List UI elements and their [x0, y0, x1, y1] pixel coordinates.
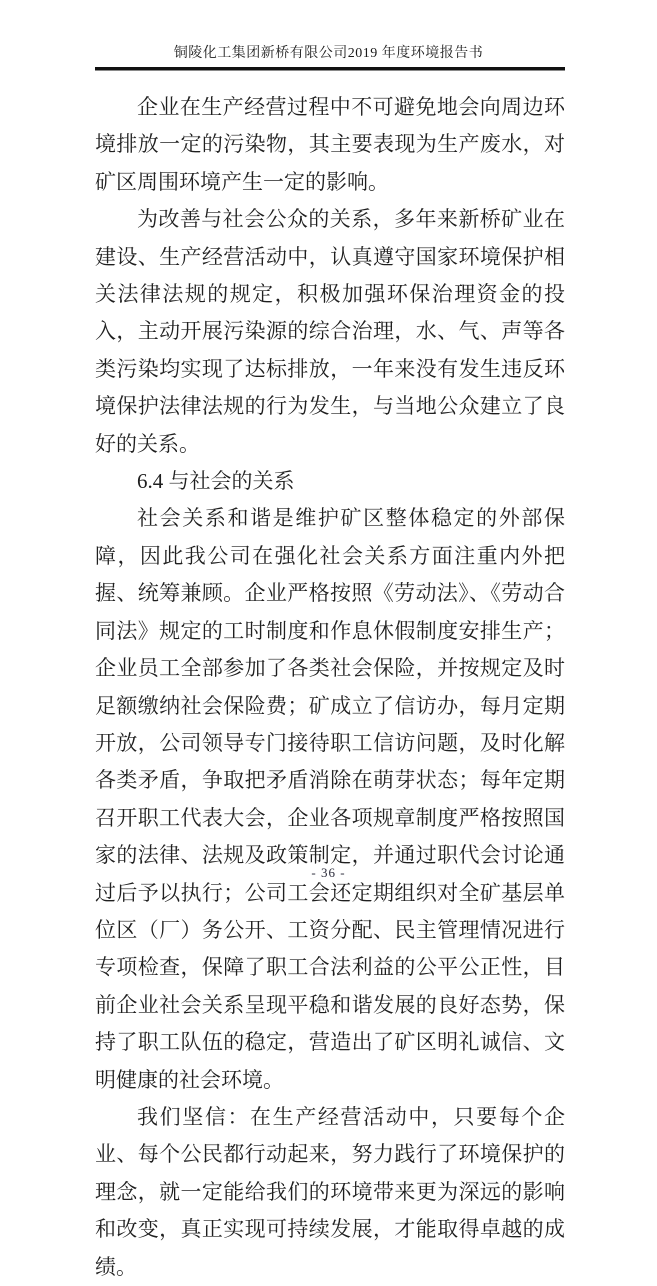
paragraph-social-relations: 社会关系和谐是维护矿区整体稳定的外部保障，因此我公司在强化社会关系方面注重内外把握、统筹兼顾。企业严格按照《劳动法》、《劳动合同法》规定的工时制度和作息休假制度安排生产；企业员工全部参加了各类社会保险，并按规定及时足额缴纳社会保险费；矿成立了信访办，每月定期开放，公司领导专门接待职工信访问题，及时化解各类矛盾，争取把矛盾消除在萌芽状态；每年定期召开职工代表大会，企业各项规章制度严格按照国家的法律、法规及政策制定，并通过职代会讨论通过后予以执行；公司工会还定期组织对全矿基层单位区（厂）务公开、工资分配、民主管理情况进行专项检查，保障了职工合法利益的公平公正性，目前企业社会关系呈现平稳和谐发展的良好态势，保持了职工队伍的稳定，营造出了矿区明礼诚信、文明健康的社会环境。	[95, 506, 565, 1092]
document-body	[0, 71, 657, 1286]
header-divider-thin-line	[95, 70, 565, 71]
header-title: 铜陵化工集团新桥有限公司2019 年度环境报告书	[173, 46, 484, 61]
paragraph-public-relations: 为改善与社会公众的关系，多年来新桥矿业在建设、生产经营活动中，认真遵守国家环境保护相关法律法规的规定，积极加强环保治理资金的投入，主动开展污染源的综合治理，水、气、声等各类污染均实现了达标排放，一年来没有发生违反环境保护法律法规的行为发生，与当地公众建立了良好的关系。	[95, 207, 565, 456]
page-header	[0, 0, 657, 62]
header-divider	[95, 67, 565, 71]
section-heading-6-4: 6.4 与社会的关系	[137, 469, 295, 494]
page-footer	[0, 865, 657, 881]
paragraph-closing-statement: 我们坚信：在生产经营活动中，只要每个企业、每个公民都行动起来，努力践行了环境保护的理念，就一定能给我们的环境带来更为深远的影响和改变，真正实现可持续发展，才能取得卓越的成绩。	[95, 1104, 565, 1279]
page-number: - 36 -	[311, 865, 346, 880]
paragraph-pollution-impact: 企业在生产经营过程中不可避免地会向周边环境排放一定的污染物，其主要表现为生产废水，对矿区周围环境产生一定的影响。	[95, 95, 565, 194]
